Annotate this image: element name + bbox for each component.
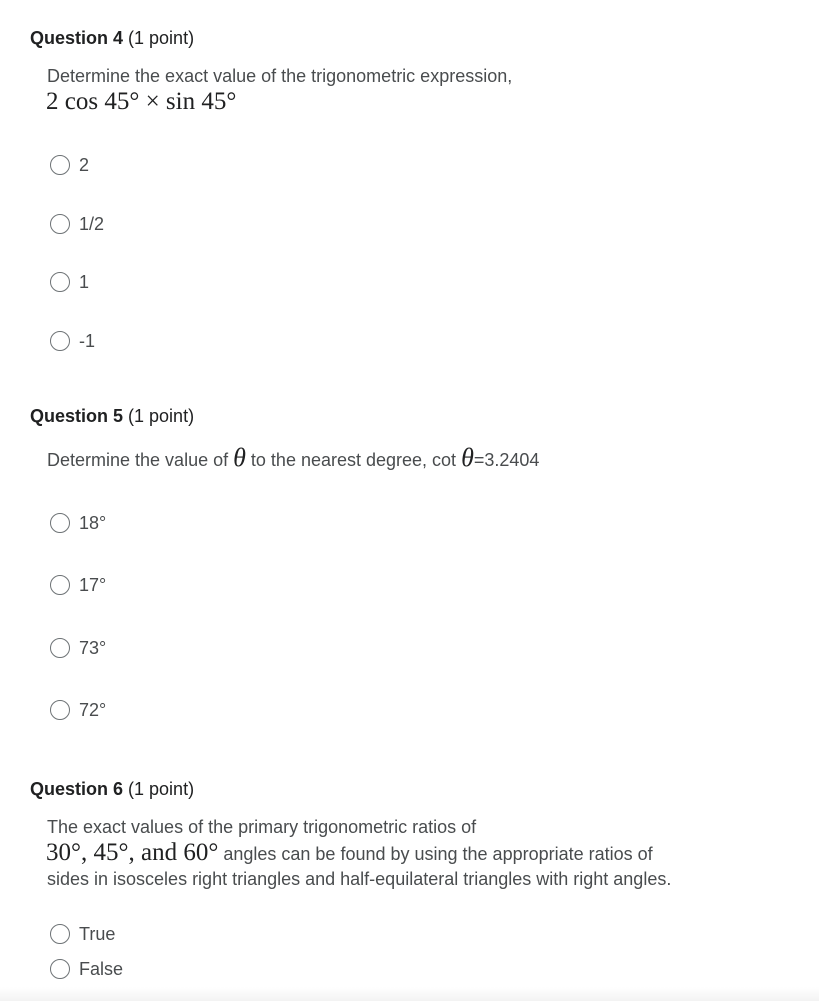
question-5-prompt [47,443,540,472]
question-5-option-2[interactable] [50,573,106,597]
math-angles: 30°, 45°, and 60° [46,839,219,866]
option-label: 72° [79,699,107,720]
theta-symbol: θ [461,443,474,472]
option-label: 17° [79,574,107,595]
option-label: 1/2 [79,213,105,234]
option-label: 18° [79,512,107,533]
question-6-prompt-line-1: The exact values of the primary trigonometric ratios of [47,817,477,837]
question-6-header [30,779,194,800]
question-points: (1 point) [128,28,195,48]
theta-symbol: θ [233,443,246,472]
radio-button[interactable] [50,272,70,292]
question-5-option-4[interactable] [50,698,106,722]
question-4-expression: 2 cos 45° × sin 45° [46,88,237,115]
option-label: 1 [79,271,90,292]
prompt-text: to the nearest degree, cot [250,450,457,470]
question-6-option-true[interactable] [50,922,115,946]
bottom-edge-shadow [0,987,819,1001]
option-label: 73° [79,637,107,658]
radio-button[interactable] [50,331,70,351]
prompt-text: Determine the value of [47,450,229,470]
option-label: 2 [79,154,90,175]
question-4-option-3[interactable] [50,270,89,294]
radio-button[interactable] [50,700,70,720]
prompt-text: angles can be found by using the appropriate ratios of [223,844,653,864]
radio-button[interactable] [50,575,70,595]
radio-button[interactable] [50,155,70,175]
question-6-prompt-line-3: sides in isosceles right triangles and half-equilateral triangles with right angles. [47,869,672,889]
question-5-option-3[interactable] [50,636,106,660]
option-label: False [79,958,124,979]
question-4-option-2[interactable] [50,212,104,236]
question-5-header [30,406,194,427]
question-number: Question 4 [30,28,124,48]
radio-button[interactable] [50,214,70,234]
radio-button[interactable] [50,513,70,533]
question-6-prompt-line-2 [46,839,653,867]
question-4-prompt: Determine the exact value of the trigonometric expression, [47,66,513,86]
question-5-option-1[interactable] [50,511,106,535]
question-number: Question 6 [30,779,124,799]
question-points: (1 point) [128,406,195,426]
question-number: Question 5 [30,406,124,426]
radio-button[interactable] [50,959,70,979]
radio-button[interactable] [50,638,70,658]
question-4-header [30,28,194,49]
question-6-option-false[interactable] [50,957,123,981]
radio-button[interactable] [50,924,70,944]
prompt-text: =3.2404 [473,450,540,470]
question-4-option-1[interactable] [50,153,89,177]
question-points: (1 point) [128,779,195,799]
option-label: -1 [79,330,96,351]
option-label: True [79,923,116,944]
question-4-option-4[interactable] [50,329,95,353]
